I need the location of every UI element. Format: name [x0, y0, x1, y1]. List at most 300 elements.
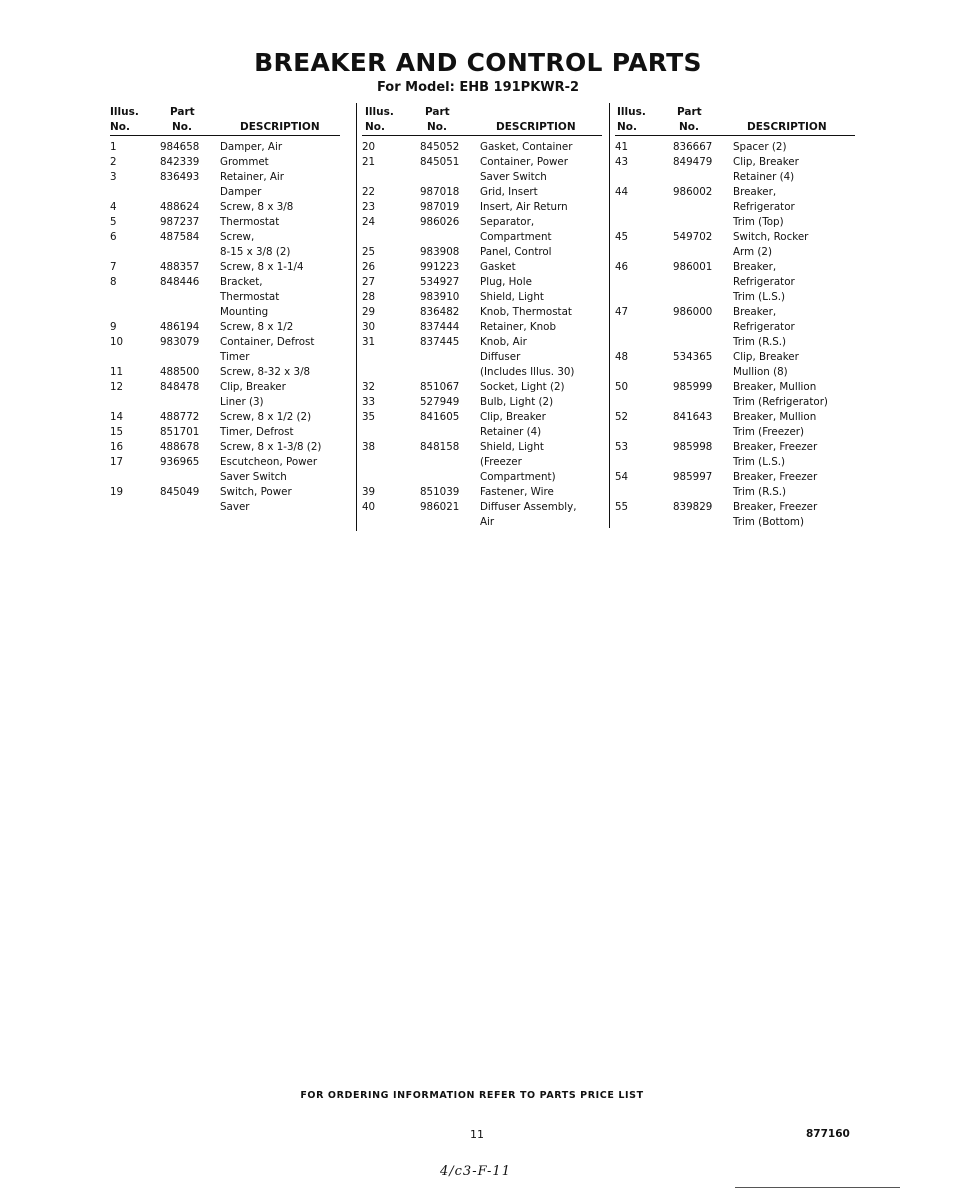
- part-description: Trim (Freezer): [733, 426, 805, 438]
- illus-number: 10: [110, 336, 124, 348]
- part-number: 836482: [420, 306, 460, 318]
- table-row: [362, 350, 577, 365]
- description-header: DESCRIPTION: [240, 121, 320, 133]
- table-row: [110, 215, 321, 230]
- illus-number: 15: [110, 426, 124, 438]
- table-row: [362, 215, 577, 230]
- part-number: [420, 365, 480, 380]
- illus-number: 47: [615, 306, 629, 318]
- part-description: Compartment: [480, 231, 552, 243]
- part-number: 845051: [420, 156, 460, 168]
- part-number: [673, 320, 733, 335]
- illus-number: [110, 305, 160, 320]
- part-number: [673, 485, 733, 500]
- part-description: 8-15 x 3/8 (2): [220, 246, 291, 258]
- part-description: Damper: [220, 186, 262, 198]
- part-description: Clip, Breaker: [733, 351, 799, 363]
- illus-header: Illus.: [617, 106, 646, 118]
- part-description: Trim (Bottom): [733, 516, 804, 528]
- part-description: Trim (R.S.): [733, 336, 787, 348]
- part-description: Timer, Defrost: [220, 426, 294, 438]
- part-description: Compartment): [480, 471, 556, 483]
- illus-number: 29: [362, 306, 376, 318]
- illus-number: 27: [362, 276, 376, 288]
- table-row: [110, 380, 321, 395]
- part-description: Thermostat: [220, 291, 280, 303]
- part-description: Breaker, Mullion: [733, 411, 817, 423]
- table-row: [110, 470, 321, 485]
- illus-number: 20: [362, 141, 376, 153]
- part-header: No.: [427, 121, 447, 133]
- table-row: [110, 245, 321, 260]
- part-description: Container, Defrost: [220, 336, 315, 348]
- illus-number: [110, 470, 160, 485]
- part-number: 985997: [673, 471, 713, 483]
- part-description: Switch, Power: [220, 486, 292, 498]
- part-description: Damper, Air: [220, 141, 283, 153]
- table-row: [362, 500, 577, 515]
- illus-header: No.: [617, 121, 637, 133]
- table-row: [110, 275, 321, 290]
- table-row: [110, 305, 321, 320]
- parts-column-2: [362, 103, 602, 530]
- illus-number: 21: [362, 156, 376, 168]
- part-description: Saver Switch: [220, 471, 287, 483]
- table-row: [615, 350, 828, 365]
- part-number: 488678: [160, 441, 200, 453]
- table-row: [362, 140, 577, 155]
- illus-number: [615, 515, 673, 530]
- part-description: Air: [480, 516, 495, 528]
- table-row: [362, 230, 577, 245]
- part-description: Gasket, Container: [480, 141, 573, 153]
- part-number: [673, 245, 733, 260]
- part-number: [673, 200, 733, 215]
- part-description: Screw, 8 x 1-1/4: [220, 261, 304, 273]
- table-row: [615, 515, 828, 530]
- part-number: [420, 230, 480, 245]
- table-row: [615, 440, 828, 455]
- part-description: Thermostat: [220, 216, 280, 228]
- part-description: Saver Switch: [480, 171, 547, 183]
- table-row: [110, 185, 321, 200]
- table-row: [362, 380, 577, 395]
- part-description: Retainer, Knob: [480, 321, 556, 333]
- part-description: Liner (3): [220, 396, 264, 408]
- table-row: [110, 260, 321, 275]
- part-number: 983910: [420, 291, 460, 303]
- part-description: Breaker, Freezer: [733, 471, 818, 483]
- part-number: [673, 515, 733, 530]
- part-description: Gasket: [480, 261, 516, 273]
- part-description: Refrigerator: [733, 321, 795, 333]
- ordering-note: FOR ORDERING INFORMATION REFER TO PARTS PRICE LIST: [300, 1090, 644, 1101]
- illus-header: No.: [110, 121, 130, 133]
- part-number: [160, 470, 220, 485]
- illus-number: [615, 245, 673, 260]
- table-row: [362, 410, 577, 425]
- table-row: [615, 320, 828, 335]
- illus-number: 7: [110, 261, 117, 273]
- part-number: [673, 455, 733, 470]
- part-number: 987019: [420, 201, 460, 213]
- table-row: [110, 395, 321, 410]
- part-header: Part: [170, 106, 195, 118]
- part-number: 985998: [673, 441, 713, 453]
- illus-number: 12: [110, 381, 124, 393]
- illus-number: 24: [362, 216, 376, 228]
- part-number: 851039: [420, 486, 460, 498]
- part-description: Bracket,: [220, 276, 263, 288]
- part-description: Fastener, Wire: [480, 486, 554, 498]
- part-number: [160, 290, 220, 305]
- table-row: [110, 485, 321, 500]
- illus-number: 41: [615, 141, 629, 153]
- illus-number: [362, 170, 420, 185]
- table-row: [110, 410, 321, 425]
- part-number: [420, 455, 480, 470]
- table-row: [110, 230, 321, 245]
- part-number: 848158: [420, 441, 460, 453]
- table-row: [110, 320, 321, 335]
- table-row: [362, 260, 577, 275]
- part-number: [673, 425, 733, 440]
- part-description: Trim (L.S.): [733, 456, 786, 468]
- part-number: [420, 425, 480, 440]
- table-row: [362, 170, 577, 185]
- column-header: [110, 103, 340, 136]
- part-description: Screw, 8 x 3/8: [220, 201, 294, 213]
- table-row: [615, 290, 828, 305]
- illus-number: [110, 245, 160, 260]
- part-number: [160, 350, 220, 365]
- table-row: [362, 200, 577, 215]
- part-description: Screw, 8 x 1/2 (2): [220, 411, 312, 423]
- illus-number: 1: [110, 141, 117, 153]
- part-description: Panel, Control: [480, 246, 552, 258]
- part-description: Refrigerator: [733, 201, 795, 213]
- parts-table: [615, 140, 828, 530]
- parts-table: [362, 140, 577, 530]
- parts-table: [110, 140, 321, 515]
- illus-number: [615, 485, 673, 500]
- part-number: 991223: [420, 261, 460, 273]
- part-description: Mounting: [220, 306, 269, 318]
- illus-number: 3: [110, 171, 117, 183]
- part-number: 488624: [160, 201, 200, 213]
- table-row: [362, 275, 577, 290]
- part-description: Shield, Light: [480, 441, 544, 453]
- part-description: Insert, Air Return: [480, 201, 568, 213]
- table-row: [615, 500, 828, 515]
- table-row: [110, 500, 321, 515]
- illus-number: [110, 290, 160, 305]
- table-row: [110, 170, 321, 185]
- part-number: 983079: [160, 336, 200, 348]
- illus-number: [362, 230, 420, 245]
- table-row: [615, 335, 828, 350]
- table-row: [362, 245, 577, 260]
- illus-header: Illus.: [365, 106, 394, 118]
- illus-number: [615, 395, 673, 410]
- part-number: 986002: [673, 186, 713, 198]
- illus-number: [110, 395, 160, 410]
- part-description: Mullion (8): [733, 366, 788, 378]
- part-number: 849479: [673, 156, 713, 168]
- part-description: Screw, 8 x 1-3/8 (2): [220, 441, 322, 453]
- part-description: Clip, Breaker: [480, 411, 546, 423]
- part-description: Clip, Breaker: [220, 381, 286, 393]
- part-description: Container, Power: [480, 156, 568, 168]
- part-description: Arm (2): [733, 246, 772, 258]
- illus-number: [362, 515, 420, 530]
- table-row: [362, 365, 577, 380]
- illus-number: 33: [362, 396, 376, 408]
- illus-number: 14: [110, 411, 124, 423]
- table-row: [615, 260, 828, 275]
- table-row: [110, 440, 321, 455]
- table-row: [615, 155, 828, 170]
- table-row: [110, 455, 321, 470]
- part-description: Screw,: [220, 231, 255, 243]
- illus-number: 46: [615, 261, 629, 273]
- part-description: Saver: [220, 501, 250, 513]
- illus-number: [615, 170, 673, 185]
- part-number: 936965: [160, 456, 200, 468]
- illus-number: [615, 335, 673, 350]
- part-number: [420, 470, 480, 485]
- illus-number: [362, 350, 420, 365]
- part-description: Retainer (4): [480, 426, 542, 438]
- part-header: No.: [679, 121, 699, 133]
- illus-number: 30: [362, 321, 376, 333]
- illus-number: 8: [110, 276, 117, 288]
- illus-number: 23: [362, 201, 376, 213]
- illus-number: [615, 275, 673, 290]
- table-row: [362, 455, 577, 470]
- illus-number: 25: [362, 246, 376, 258]
- part-description: Screw, 8 x 1/2: [220, 321, 294, 333]
- table-row: [615, 305, 828, 320]
- part-number: [673, 395, 733, 410]
- illus-number: [615, 215, 673, 230]
- part-number: [673, 215, 733, 230]
- part-number: 848446: [160, 276, 200, 288]
- illus-number: [615, 290, 673, 305]
- table-row: [362, 320, 577, 335]
- part-number: 841605: [420, 411, 460, 423]
- illus-number: 54: [615, 471, 629, 483]
- illus-number: [362, 365, 420, 380]
- illus-number: [110, 350, 160, 365]
- table-row: [110, 290, 321, 305]
- part-number: [160, 395, 220, 410]
- part-number: 845049: [160, 486, 200, 498]
- table-row: [615, 185, 828, 200]
- part-description: Breaker,: [733, 186, 777, 198]
- part-header: Part: [425, 106, 450, 118]
- part-description: Plug, Hole: [480, 276, 532, 288]
- illus-number: [110, 500, 160, 515]
- illus-number: [615, 365, 673, 380]
- illus-number: [615, 425, 673, 440]
- illus-number: 39: [362, 486, 376, 498]
- illus-number: 26: [362, 261, 376, 273]
- part-number: [673, 290, 733, 305]
- illus-number: 35: [362, 411, 376, 423]
- part-number: 845052: [420, 141, 460, 153]
- part-number: [160, 305, 220, 320]
- part-number: 488772: [160, 411, 200, 423]
- part-header: No.: [172, 121, 192, 133]
- parts-column-3: [615, 103, 855, 530]
- part-number: 839829: [673, 501, 713, 513]
- parts-column-1: [110, 103, 340, 515]
- part-description: Breaker, Freezer: [733, 501, 818, 513]
- part-number: [673, 275, 733, 290]
- part-number: 534927: [420, 276, 460, 288]
- illus-number: 55: [615, 501, 629, 513]
- part-number: [673, 365, 733, 380]
- table-row: [615, 470, 828, 485]
- part-description: Trim (R.S.): [733, 486, 787, 498]
- part-description: Retainer (4): [733, 171, 795, 183]
- document-number: 877160: [806, 1128, 850, 1140]
- illus-number: 43: [615, 156, 629, 168]
- part-number: 842339: [160, 156, 200, 168]
- table-row: [615, 215, 828, 230]
- description-header: DESCRIPTION: [747, 121, 827, 133]
- illus-number: 9: [110, 321, 117, 333]
- table-row: [362, 470, 577, 485]
- part-number: 486194: [160, 321, 200, 333]
- part-number: 986026: [420, 216, 460, 228]
- table-row: [362, 485, 577, 500]
- table-row: [615, 485, 828, 500]
- part-description: Trim (L.S.): [733, 291, 786, 303]
- part-description: Spacer (2): [733, 141, 787, 153]
- part-number: [420, 515, 480, 530]
- part-number: 984658: [160, 141, 200, 153]
- part-description: Trim (Refrigerator): [733, 396, 828, 408]
- part-number: 986001: [673, 261, 713, 273]
- part-number: 986000: [673, 306, 713, 318]
- illus-number: 11: [110, 366, 124, 378]
- part-number: 549702: [673, 231, 713, 243]
- part-description: Grid, Insert: [480, 186, 538, 198]
- illus-number: 17: [110, 456, 124, 468]
- column-header: [362, 103, 602, 136]
- table-row: [615, 200, 828, 215]
- part-description: Breaker,: [733, 261, 777, 273]
- part-number: 986021: [420, 501, 460, 513]
- table-row: [110, 425, 321, 440]
- illus-number: [362, 455, 420, 470]
- table-row: [362, 305, 577, 320]
- part-number: 534365: [673, 351, 713, 363]
- part-number: 985999: [673, 381, 713, 393]
- illus-number: [362, 425, 420, 440]
- part-number: 488357: [160, 261, 200, 273]
- part-number: [673, 335, 733, 350]
- illus-number: [615, 455, 673, 470]
- table-row: [615, 380, 828, 395]
- illus-number: 50: [615, 381, 629, 393]
- page-title: BREAKER AND CONTROL PARTS: [254, 48, 702, 77]
- illus-number: 2: [110, 156, 117, 168]
- table-row: [615, 230, 828, 245]
- table-row: [362, 290, 577, 305]
- illus-number: [615, 200, 673, 215]
- table-row: [362, 155, 577, 170]
- table-row: [615, 140, 828, 155]
- illus-number: 16: [110, 441, 124, 453]
- part-description: Breaker, Mullion: [733, 381, 817, 393]
- part-number: 836667: [673, 141, 713, 153]
- part-description: Separator,: [480, 216, 535, 228]
- part-number: 488500: [160, 366, 200, 378]
- part-description: Socket, Light (2): [480, 381, 565, 393]
- illus-number: 4: [110, 201, 117, 213]
- part-number: 983908: [420, 246, 460, 258]
- illus-header: Illus.: [110, 106, 139, 118]
- illus-number: [615, 320, 673, 335]
- illus-header: No.: [365, 121, 385, 133]
- part-description: Switch, Rocker: [733, 231, 809, 243]
- column-header: [615, 103, 855, 136]
- illus-number: 19: [110, 486, 124, 498]
- part-description: Timer: [220, 351, 250, 363]
- part-description: Diffuser: [480, 351, 521, 363]
- illus-number: 44: [615, 186, 629, 198]
- illus-number: 48: [615, 351, 629, 363]
- illus-number: 31: [362, 336, 376, 348]
- illus-number: 28: [362, 291, 376, 303]
- part-number: 987018: [420, 186, 460, 198]
- illus-number: [110, 185, 160, 200]
- part-number: [160, 500, 220, 515]
- table-row: [615, 245, 828, 260]
- part-description: (Includes Illus. 30): [480, 366, 575, 378]
- table-row: [615, 425, 828, 440]
- part-description: Breaker, Freezer: [733, 441, 818, 453]
- table-row: [615, 455, 828, 470]
- part-number: 836493: [160, 171, 200, 183]
- column-divider: [609, 103, 610, 528]
- part-description: (Freezer: [480, 456, 522, 468]
- table-row: [110, 200, 321, 215]
- illus-number: 38: [362, 441, 376, 453]
- part-header: Part: [677, 106, 702, 118]
- handwritten-note: 4/c3-F-11: [440, 1164, 511, 1179]
- part-number: 848478: [160, 381, 200, 393]
- part-number: [420, 170, 480, 185]
- part-description: Escutcheon, Power: [220, 456, 318, 468]
- part-description: Breaker,: [733, 306, 777, 318]
- part-number: 837445: [420, 336, 460, 348]
- part-number: 527949: [420, 396, 460, 408]
- part-description: Knob, Thermostat: [480, 306, 572, 318]
- table-row: [362, 440, 577, 455]
- illus-number: [362, 470, 420, 485]
- description-header: DESCRIPTION: [496, 121, 576, 133]
- table-row: [615, 410, 828, 425]
- part-number: 841643: [673, 411, 713, 423]
- bottom-rule: [735, 1187, 900, 1188]
- illus-number: 32: [362, 381, 376, 393]
- part-description: Diffuser Assembly,: [480, 501, 577, 513]
- table-row: [362, 395, 577, 410]
